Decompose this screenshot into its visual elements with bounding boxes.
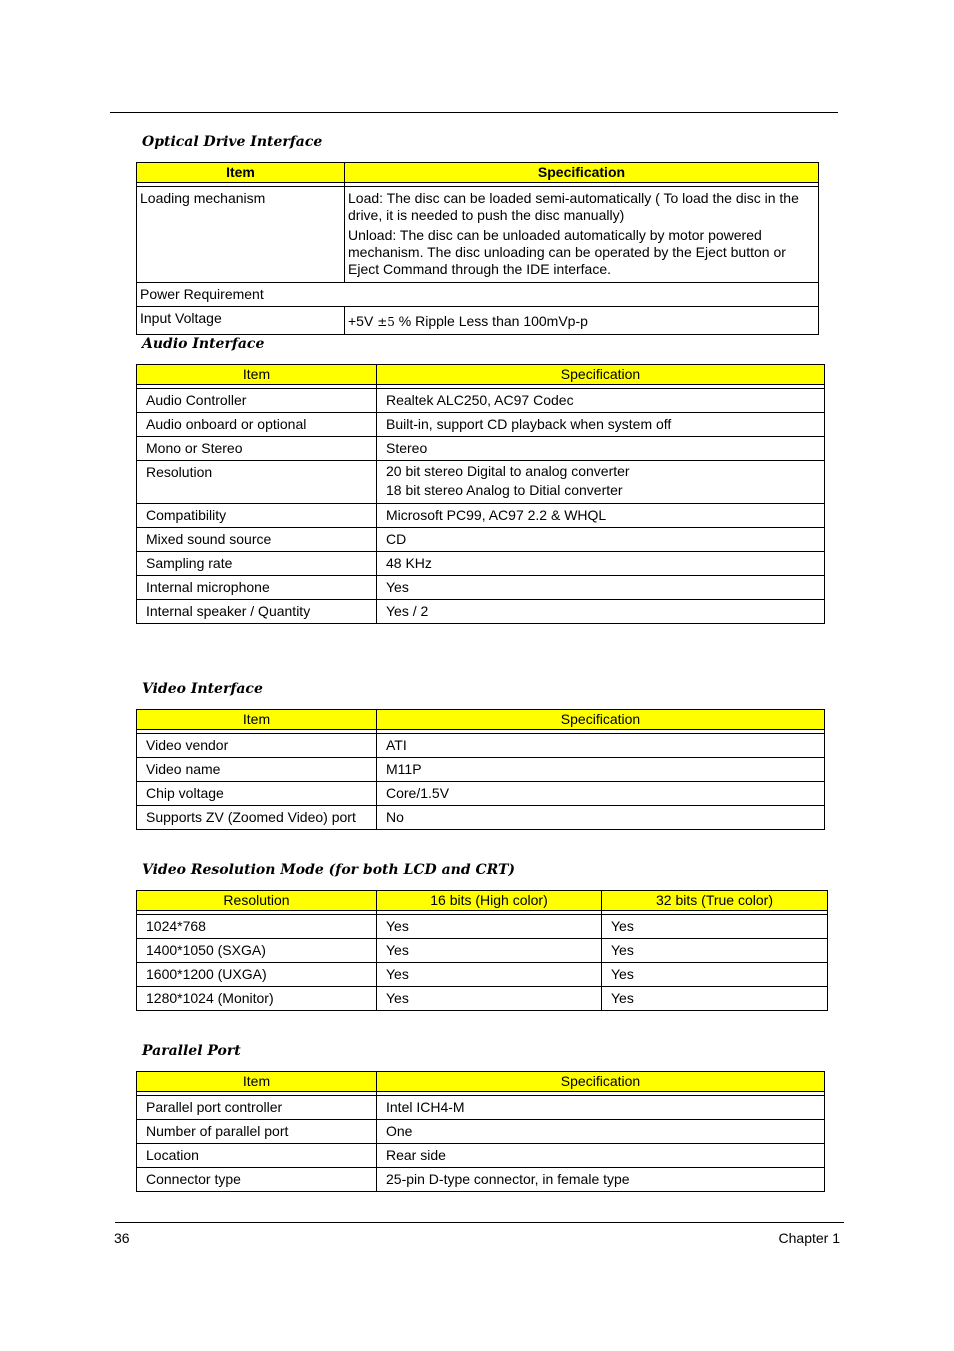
table-row: [137, 576, 825, 600]
table-row: [137, 461, 825, 504]
header-32-bits: 32 bits (True color): [602, 891, 828, 911]
spec-cell: 25-pin D-type connector, in female type: [377, 1168, 825, 1192]
table-header-row: [137, 163, 819, 183]
spec-cell: Built-in, support CD playback when system off: [377, 413, 825, 437]
color-32-cell: Yes: [602, 939, 828, 963]
spec-line: 20 bit stereo Digital to analog converter: [386, 463, 630, 479]
table-row: [137, 600, 825, 624]
spec-cell: Yes / 2: [377, 600, 825, 624]
voltage-prefix: +5V: [348, 313, 378, 329]
color-32-cell: Yes: [602, 987, 828, 1011]
table-row: [137, 1096, 825, 1120]
spec-cell: Realtek ALC250, AC97 Codec: [377, 389, 825, 413]
spec-cell: M11P: [377, 758, 825, 782]
resolution-section-title: Video Resolution Mode (for both LCD and CRT): [142, 862, 516, 878]
item-cell: Mono or Stereo: [137, 437, 377, 461]
table-header-row: [137, 710, 825, 730]
header-specification: Specification: [377, 365, 825, 385]
item-cell: Connector type: [137, 1168, 377, 1192]
spec-cell: [345, 187, 819, 283]
spec-cell: ATI: [377, 734, 825, 758]
item-cell: Audio onboard or optional: [137, 413, 377, 437]
color-32-cell: Yes: [602, 915, 828, 939]
spec-cell: Microsoft PC99, AC97 2.2 & WHQL: [377, 504, 825, 528]
spec-cell: No: [377, 806, 825, 830]
item-cell: Number of parallel port: [137, 1120, 377, 1144]
header-item: Item: [137, 710, 377, 730]
item-cell: Chip voltage: [137, 782, 377, 806]
item-cell: Input Voltage: [137, 307, 345, 335]
table-row: [137, 758, 825, 782]
table-row: [137, 915, 828, 939]
item-cell: Resolution: [137, 461, 377, 504]
header-item: Item: [137, 1072, 377, 1092]
resolution-cell: 1600*1200 (UXGA): [137, 963, 377, 987]
resolution-cell: 1024*768: [137, 915, 377, 939]
voltage-suffix: % Ripple Less than 100mVp-p: [394, 313, 588, 329]
spec-line: 18 bit stereo Analog to Ditial converter: [386, 482, 623, 498]
table-header-row: [137, 365, 825, 385]
item-cell: Mixed sound source: [137, 528, 377, 552]
footer-rule: [115, 1222, 844, 1223]
spec-paragraph: Load: The disc can be loaded semi-automatically ( To load the disc in the drive, it is needed to push the disc manually): [348, 190, 799, 223]
table-row: [137, 939, 828, 963]
header-specification: Specification: [377, 710, 825, 730]
header-item: Item: [137, 365, 377, 385]
spec-cell: CD: [377, 528, 825, 552]
page-number: 36: [114, 1230, 130, 1246]
video-section-title: Video Interface: [142, 681, 263, 697]
item-cell: Audio Controller: [137, 389, 377, 413]
table-row: [137, 806, 825, 830]
table-row: [137, 504, 825, 528]
color-16-cell: Yes: [377, 915, 602, 939]
item-cell: Supports ZV (Zoomed Video) port: [137, 806, 377, 830]
item-cell: Video vendor: [137, 734, 377, 758]
table-header-row: [137, 1072, 825, 1092]
chapter-label: Chapter 1: [778, 1230, 840, 1246]
spec-paragraph: Unload: The disc can be unloaded automatically by motor powered mechanism. The disc unloading can be operated by the Eject button or Eject Command through the IDE interface.: [348, 227, 786, 277]
table-header-row: [137, 891, 828, 911]
header-rule: [110, 112, 838, 113]
table-row: [137, 413, 825, 437]
parallel-table: [136, 1071, 825, 1192]
item-cell: Loading mechanism: [137, 187, 345, 283]
audio-table: [136, 364, 825, 624]
item-cell: Sampling rate: [137, 552, 377, 576]
table-row: [137, 307, 819, 335]
item-cell: Internal microphone: [137, 576, 377, 600]
table-row: [137, 734, 825, 758]
spec-cell: Rear side: [377, 1144, 825, 1168]
item-cell: Parallel port controller: [137, 1096, 377, 1120]
table-row: [137, 528, 825, 552]
spec-cell: Yes: [377, 576, 825, 600]
header-resolution: Resolution: [137, 891, 377, 911]
item-cell: Video name: [137, 758, 377, 782]
table-row: [137, 1168, 825, 1192]
color-16-cell: Yes: [377, 963, 602, 987]
plus-minus-value: ±5: [377, 315, 395, 329]
header-specification: Specification: [345, 163, 819, 183]
table-row: [137, 987, 828, 1011]
table-row: [137, 963, 828, 987]
table-row: [137, 283, 819, 307]
spec-cell: Core/1.5V: [377, 782, 825, 806]
color-16-cell: Yes: [377, 939, 602, 963]
table-row: [137, 437, 825, 461]
item-cell: Power Requirement: [137, 283, 819, 307]
optical-table: [136, 162, 819, 335]
item-cell: Location: [137, 1144, 377, 1168]
header-item: Item: [137, 163, 345, 183]
spec-cell: One: [377, 1120, 825, 1144]
resolution-cell: 1280*1024 (Monitor): [137, 987, 377, 1011]
optical-section-title: Optical Drive Interface: [142, 134, 323, 150]
spec-cell: [345, 307, 819, 335]
item-cell: Compatibility: [137, 504, 377, 528]
table-row: [137, 187, 819, 283]
header-specification: Specification: [377, 1072, 825, 1092]
item-cell: Internal speaker / Quantity: [137, 600, 377, 624]
spec-cell: [377, 461, 825, 504]
table-row: [137, 782, 825, 806]
table-row: [137, 389, 825, 413]
table-row: [137, 1144, 825, 1168]
table-row: [137, 552, 825, 576]
resolution-table: [136, 890, 828, 1011]
spec-cell: 48 KHz: [377, 552, 825, 576]
audio-section-title: Audio Interface: [142, 336, 265, 352]
spec-cell: Stereo: [377, 437, 825, 461]
color-32-cell: Yes: [602, 963, 828, 987]
header-16-bits: 16 bits (High color): [377, 891, 602, 911]
spec-cell: Intel ICH4-M: [377, 1096, 825, 1120]
resolution-cell: 1400*1050 (SXGA): [137, 939, 377, 963]
color-16-cell: Yes: [377, 987, 602, 1011]
parallel-section-title: Parallel Port: [142, 1043, 241, 1059]
table-row: [137, 1120, 825, 1144]
video-table: [136, 709, 825, 830]
